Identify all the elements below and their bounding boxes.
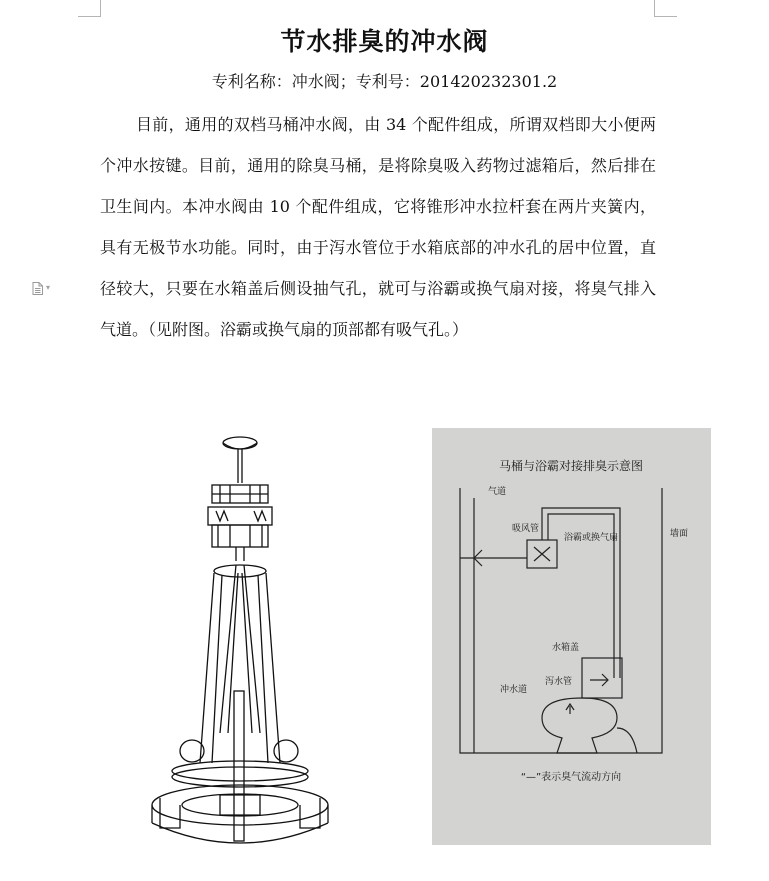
sketch-title: 马桶与浴霸对接排臭示意图 bbox=[498, 459, 644, 473]
toilet-exhaust-sketch bbox=[432, 428, 711, 845]
sketch-label-drain-pipe: 泻水管 bbox=[545, 677, 573, 687]
document-icon bbox=[32, 282, 43, 295]
paragraph-options-handle[interactable] bbox=[32, 281, 60, 295]
page-corner-mark bbox=[654, 0, 677, 17]
document-title: 节水排臭的冲水阀 bbox=[280, 27, 489, 56]
body-paragraph: 目前，通用的双档马桶冲水阀，由 34 个配件组成，所谓双档即大小便两个冲水按键。目前，通用的除臭马桶，是将除臭吸入药物过滤箱后，然后排在卫生间内。本冲水阀由 10 个配件组成，它将锥形冲水拉杆套在两片夹簧内，具有无极节水功能。同时，由于泻水管位于水箱底部的冲水孔的居中位置，直径较大，只要在水箱盖后侧设抽气孔，就可与浴霸或换气扇对接，将臭气排入气道。（见附图。浴霸或换气扇的顶部都有吸气孔。） bbox=[100, 115, 656, 339]
chevron-down-icon: ▾ bbox=[46, 283, 51, 292]
sketch-label-tank-lid: 水箱盖 bbox=[552, 643, 580, 653]
sketch-label-exhaust-pipe: 吸风管 bbox=[512, 524, 540, 534]
document-subtitle: 专利名称：冲水阀；专利号：201420232301.2 bbox=[211, 72, 558, 91]
sketch-label-duct: 气道 bbox=[488, 487, 507, 497]
sketch-label-flush-pipe: 冲水道 bbox=[500, 685, 528, 695]
flush-valve-illustration bbox=[150, 433, 330, 851]
sketch-legend: “—”表示臭气流动方向 bbox=[520, 772, 622, 783]
sketch-label-wall: 墙面 bbox=[670, 529, 689, 539]
page-corner-mark bbox=[78, 0, 101, 17]
sketch-label-fan: 浴霸或换气扇 bbox=[564, 533, 619, 543]
